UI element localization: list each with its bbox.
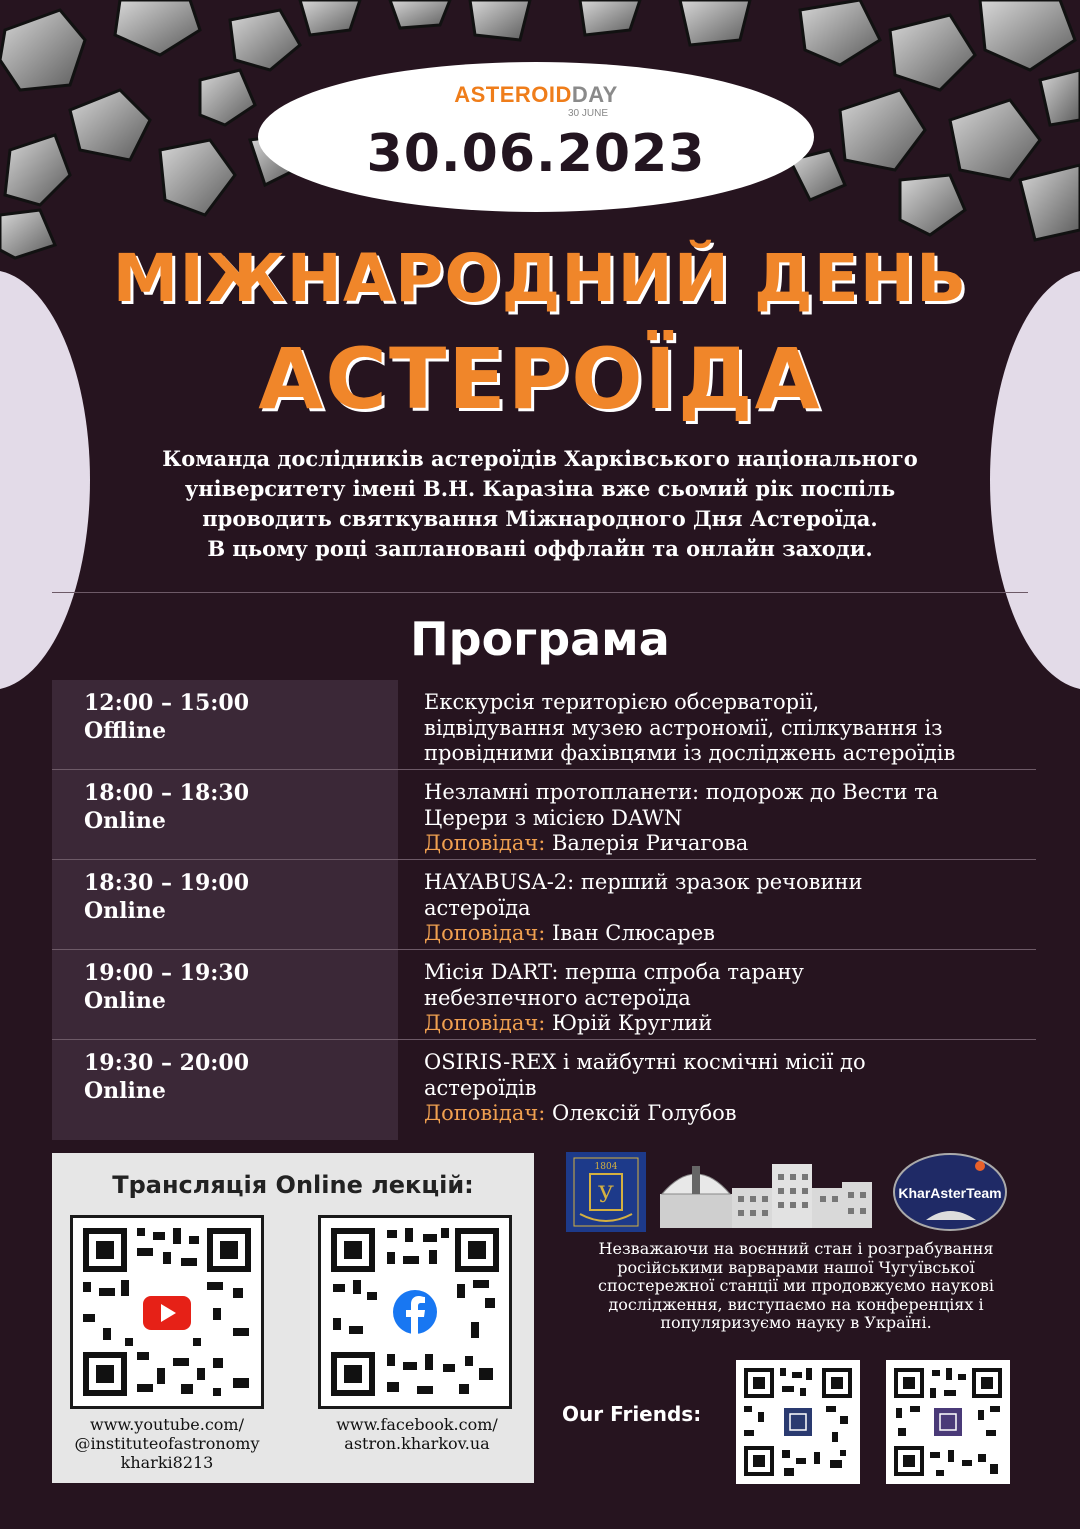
note-line: спостережної станції ми продовжуємо наукові: [598, 1276, 994, 1295]
speaker-line: [424, 1101, 1036, 1127]
description-line: Церери з місією DAWN: [424, 805, 683, 830]
description-line: OSIRIS-REX і майбутні космічні місії до: [424, 1050, 866, 1074]
youtube-icon: [143, 1296, 191, 1330]
speaker-label: Доповідач:: [424, 1101, 546, 1125]
logo-text-day: DAY: [571, 82, 618, 107]
time-cell: [52, 860, 398, 949]
friend-qr-code-2[interactable]: [886, 1360, 1010, 1484]
session-time: 12:00 – 15:00: [84, 690, 250, 716]
session-description: [424, 780, 1036, 857]
intro-line: В цьому році заплановані оффлайн та онлайн заходи.: [207, 536, 873, 561]
description-line: Незламні протопланети: подорож до Вести та: [424, 780, 939, 804]
intro-line: університету імені В.Н. Каразіна вже сьомий рік поспіль: [184, 476, 896, 501]
time-cell: [52, 680, 398, 769]
note-line: Незважаючи на воєнний стан і розграбування: [598, 1239, 994, 1258]
description-line: Екскурсія територією обсерваторії,: [424, 690, 820, 714]
facebook-icon: [393, 1290, 437, 1334]
caption-line: www.youtube.com/: [90, 1415, 244, 1434]
intro-text: [110, 444, 970, 564]
intro-line: проводить святкування Міжнародного Дня Астероїда.: [202, 506, 878, 531]
note-line: російськими варварами нашої Чугуївської: [617, 1257, 975, 1277]
speaker-name: Юрій Круглий: [552, 1011, 713, 1035]
speaker-label: Доповідач:: [424, 831, 546, 855]
facebook-caption[interactable]: [302, 1415, 532, 1453]
session-time: 18:00 – 18:30: [84, 780, 250, 806]
session-time: 19:00 – 19:30: [84, 960, 250, 986]
asteroid-day-logo: [258, 82, 814, 108]
session-description: [424, 960, 1036, 1037]
session-description: [424, 690, 1036, 767]
qr-pattern: [886, 1360, 1010, 1484]
schedule-table: [52, 680, 1036, 1140]
schedule-row: [52, 680, 1036, 770]
session-description: [424, 870, 1036, 947]
kharasterteam-logo-icon: [894, 1154, 1006, 1230]
description-line: астероїда: [424, 895, 531, 920]
speaker-line: [424, 1011, 1036, 1037]
logo-subtitle: 30 JUNE: [568, 108, 609, 119]
facebook-qr-code[interactable]: [318, 1215, 512, 1409]
session-mode: Online: [84, 808, 166, 834]
caption-line: www.facebook.com/: [336, 1415, 498, 1434]
schedule-row: [52, 860, 1036, 950]
speaker-name: Олексій Голубов: [552, 1101, 737, 1125]
partner-logos: [566, 1152, 1012, 1232]
speaker-name: Валерія Ричагова: [552, 831, 749, 855]
friend-qr-code-1[interactable]: [736, 1360, 860, 1484]
description-line: астероїдів: [424, 1075, 537, 1100]
caption-line: @instituteofastronomy: [74, 1434, 260, 1453]
description-line: провідними фахівцями із досліджень астероїдів: [424, 741, 956, 765]
note-line: дослідження, виступаємо на конференціях і: [608, 1294, 984, 1314]
friend-logo-icon: [934, 1408, 962, 1436]
session-mode: Offline: [84, 718, 167, 744]
stream-qr-box: [52, 1153, 534, 1483]
title-line-1: МІЖНАРОДНИЙ ДЕНЬ: [112, 240, 968, 317]
description-line: відвідування музею астрономії, спілкування із: [424, 715, 943, 740]
team-name: KharAsterTeam: [898, 1185, 1002, 1201]
session-description: [424, 1050, 1036, 1127]
speaker-label: Доповідач:: [424, 1011, 546, 1035]
speaker-line: [424, 921, 1036, 947]
youtube-qr-code[interactable]: [70, 1215, 264, 1409]
schedule-row: [52, 1040, 1036, 1140]
time-cell: [52, 770, 398, 859]
note-line: популяризуємо науку в Україні.: [660, 1313, 932, 1332]
youtube-caption[interactable]: [52, 1415, 282, 1472]
time-cell: [52, 950, 398, 1039]
title-line-2: АСТЕРОЇДА: [258, 330, 822, 428]
header-ellipse: [258, 62, 814, 212]
university-emblem-icon: [566, 1152, 646, 1232]
event-date: 30.06.2023: [366, 124, 706, 184]
logo-text-asteroid: ASTEROID: [454, 82, 572, 107]
emblem-year: 1804: [594, 1162, 618, 1172]
speaker-name: Іван Слюсарев: [552, 921, 715, 945]
time-cell: [52, 1040, 398, 1140]
svg-text:У: У: [598, 1183, 614, 1208]
speaker-label: Доповідач:: [424, 921, 546, 945]
qr-pattern: [73, 1218, 261, 1406]
caption-line: astron.kharkov.ua: [344, 1434, 490, 1453]
qr-pattern: [736, 1360, 860, 1484]
schedule-row: [52, 950, 1036, 1040]
session-time: 19:30 – 20:00: [84, 1050, 250, 1076]
friends-label: Our Friends:: [562, 1402, 702, 1426]
stream-title: Трансляція Online лекцій:: [112, 1171, 474, 1199]
intro-line: Команда дослідників астероїдів Харківського національного: [162, 446, 918, 471]
description-line: HAYABUSA-2: перший зразок речовини: [424, 870, 863, 894]
caption-line: kharki8213: [120, 1453, 214, 1472]
speaker-line: [424, 831, 1036, 857]
description-line: небезпечного астероїда: [424, 985, 691, 1010]
session-mode: Online: [84, 898, 166, 924]
observatory-building-icon: [660, 1164, 872, 1228]
description-line: Місія DART: перша спроба тарану: [424, 960, 804, 984]
schedule-row: [52, 770, 1036, 860]
qr-pattern: [321, 1218, 509, 1406]
war-note: [556, 1240, 1036, 1333]
session-time: 18:30 – 19:00: [84, 870, 250, 896]
program-title: Програма: [410, 612, 670, 666]
session-mode: Online: [84, 1078, 166, 1104]
section-divider: [52, 592, 1028, 593]
friend-logo-icon: [784, 1408, 812, 1436]
session-mode: Online: [84, 988, 166, 1014]
